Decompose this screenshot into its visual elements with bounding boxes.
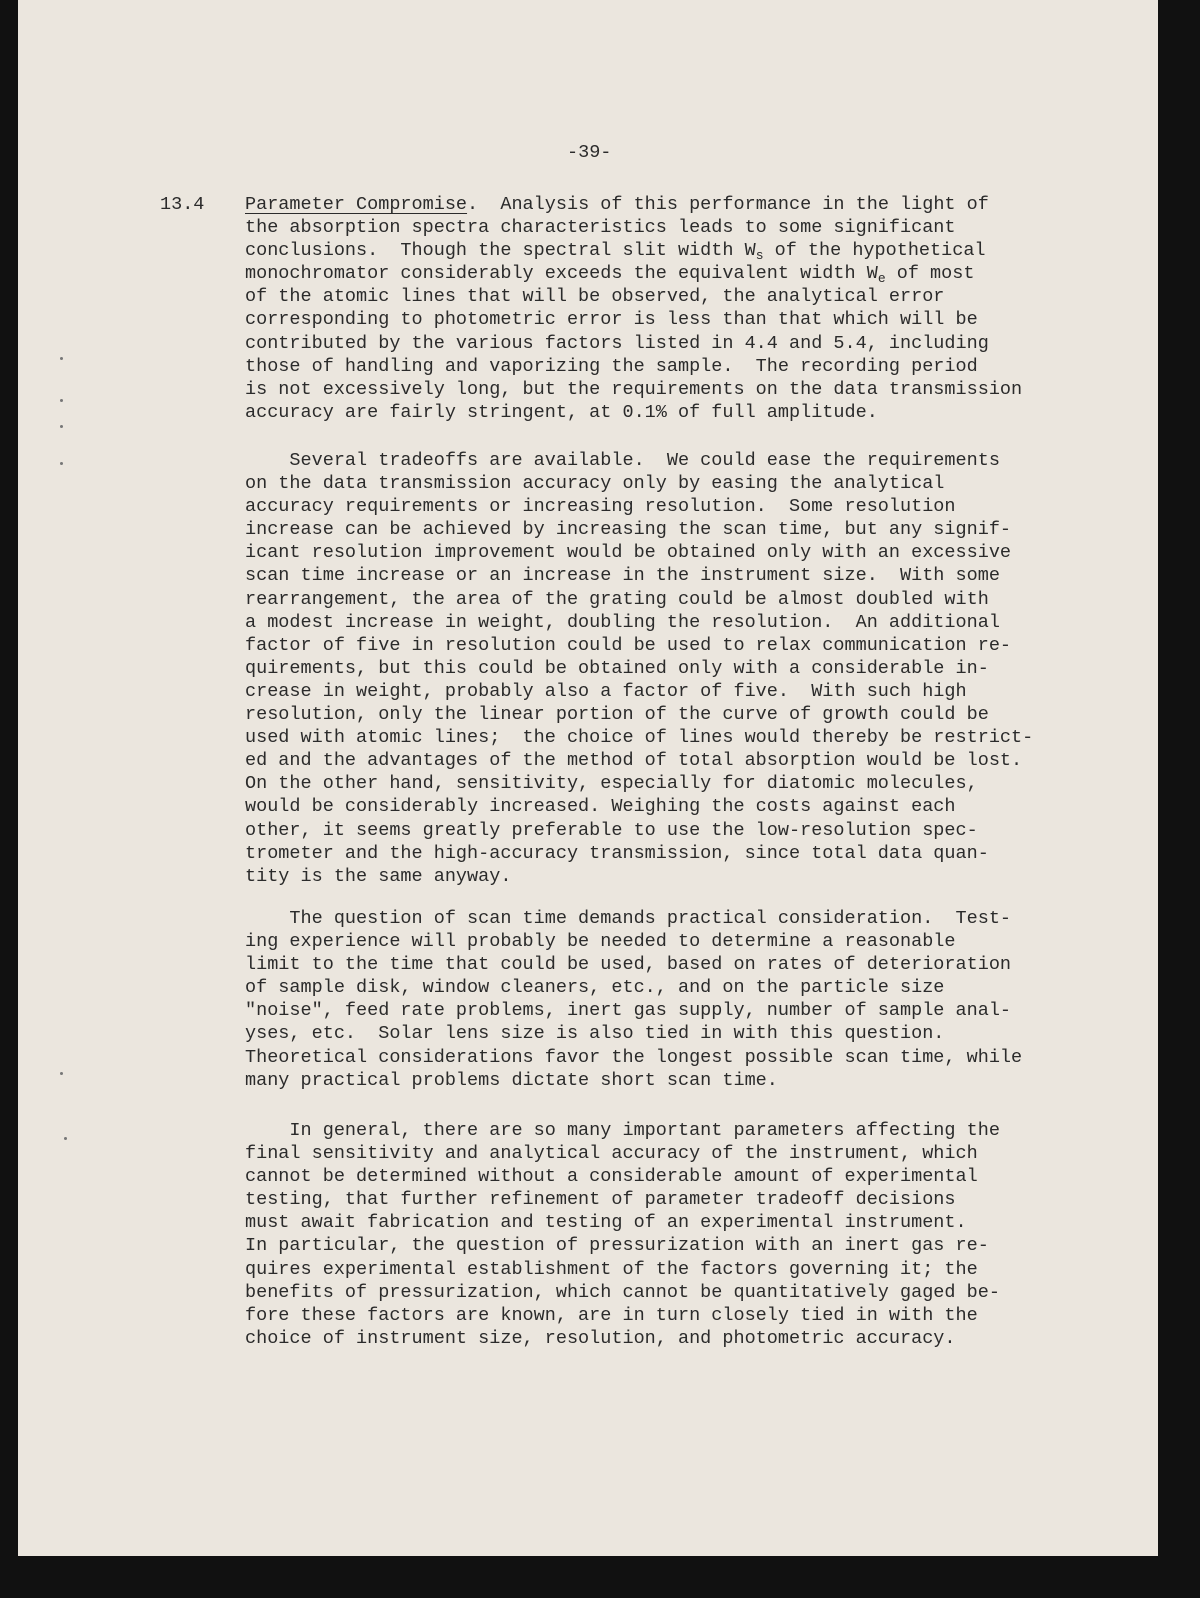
text-line: scan time increase or an increase in the instrument size. With some — [245, 565, 1000, 587]
text-line: many practical problems dictate short scan time. — [245, 1069, 778, 1091]
paragraph-4 — [245, 1119, 1000, 1350]
section-number: 13.4 — [160, 194, 205, 215]
subscript: e — [877, 271, 886, 287]
text-segment: of the hypothetical — [763, 240, 986, 262]
text-line: is not excessively long, but the requirements on the data transmission — [245, 378, 1023, 400]
text-line: ed and the advantages of the method of total absorption would be lost. — [245, 750, 1023, 772]
text-line: In general, there are so many important parameters affecting the — [245, 1120, 1000, 1141]
section-title: Parameter Compromise — [245, 194, 468, 215]
page-number: -39- — [567, 142, 612, 163]
text-line: other, it seems greatly preferable to use the low-resolution spec- — [245, 819, 978, 841]
text-line: used with atomic lines; the choice of lines would thereby be restrict- — [245, 727, 1034, 749]
subscript: s — [755, 248, 764, 264]
text-line: ing experience will probably be needed to determine a reasonable — [245, 931, 956, 953]
text-line: increase can be achieved by increasing the scan time, but any signif- — [245, 519, 1012, 541]
paragraph-2 — [245, 449, 1033, 888]
text-segment: monochromator considerably exceeds the equivalent width W — [245, 263, 878, 285]
text-line: the absorption spectra characteristics leads to some significant — [245, 217, 956, 239]
paragraph-1 — [245, 193, 1022, 424]
text-line: quires experimental establishment of the factors governing it; the — [245, 1258, 978, 1280]
margin-speck — [60, 1072, 63, 1075]
text-line: those of handling and vaporizing the sample. The recording period — [245, 355, 978, 377]
text-line: The question of scan time demands practical consideration. Test- — [245, 908, 1012, 929]
text-segment: of most — [885, 263, 975, 285]
text-line: must await fabrication and testing of an experimental instrument. — [245, 1212, 967, 1234]
text-line: would be considerably increased. Weighing the costs against each — [245, 796, 956, 818]
margin-speck — [60, 357, 63, 360]
text-line: fore these factors are known, are in turn closely tied in with the — [245, 1304, 978, 1326]
margin-speck — [60, 425, 63, 428]
text-line: quirements, but this could be obtained only with a considerable in- — [245, 657, 989, 679]
text-line: of sample disk, window cleaners, etc., and on the particle size — [245, 977, 945, 999]
text-line: choice of instrument size, resolution, and photometric accuracy. — [245, 1327, 956, 1349]
text-line: icant resolution improvement would be obtained only with an excessive — [245, 542, 1012, 564]
text-line: tity is the same anyway. — [245, 865, 512, 887]
text-line: Theoretical considerations favor the longest possible scan time, while — [245, 1046, 1023, 1068]
text-line: corresponding to photometric error is less than that which will be — [245, 309, 978, 331]
text-line: "noise", feed rate problems, inert gas supply, number of sample anal- — [245, 1000, 1012, 1022]
margin-speck — [64, 1137, 67, 1140]
text-line: trometer and the high-accuracy transmission, since total data quan- — [245, 842, 989, 864]
text-line: factor of five in resolution could be used to relax communication re- — [245, 634, 1012, 656]
text-line: a modest increase in weight, doubling the resolution. An additional — [245, 611, 1000, 633]
text-line: benefits of pressurization, which cannot be quantitatively gaged be- — [245, 1281, 1000, 1303]
margin-speck — [60, 399, 63, 402]
text-line: crease in weight, probably also a factor of five. With such high — [245, 680, 967, 702]
text-line: Several tradeoffs are available. We could ease the requirements — [245, 450, 1000, 471]
text-line: accuracy requirements or increasing resolution. Some resolution — [245, 496, 956, 518]
text-line: In particular, the question of pressurization with an inert gas re- — [245, 1235, 989, 1257]
text-line: resolution, only the linear portion of the curve of growth could be — [245, 704, 989, 726]
text-line: accuracy are fairly stringent, at 0.1% of full amplitude. — [245, 401, 878, 423]
text-line: cannot be determined without a considerable amount of experimental — [245, 1166, 978, 1188]
margin-speck — [60, 462, 63, 465]
text-line: yses, etc. Solar lens size is also tied in with this question. — [245, 1023, 945, 1045]
text-line: final sensitivity and analytical accuracy of the instrument, which — [245, 1143, 978, 1165]
text-line: of the atomic lines that will be observed, the analytical error — [245, 286, 945, 308]
text-line: testing, that further refinement of parameter tradeoff decisions — [245, 1189, 956, 1211]
text-line: contributed by the various factors listed in 4.4 and 5.4, including — [245, 332, 989, 354]
heading-line — [245, 193, 1022, 216]
heading-text: . Analysis of this performance in the light of — [467, 194, 989, 215]
text-line: rearrangement, the area of the grating could be almost doubled with — [245, 588, 989, 610]
text-line: on the data transmission accuracy only by easing the analytical — [245, 473, 945, 495]
text-line: On the other hand, sensitivity, especially for diatomic molecules, — [245, 773, 978, 795]
text-segment: conclusions. Though the spectral slit width W — [245, 240, 756, 262]
paragraph-3 — [245, 907, 1022, 1092]
text-line — [245, 262, 1022, 285]
text-line: limit to the time that could be used, based on rates of deterioration — [245, 954, 1012, 976]
text-line — [245, 239, 1022, 262]
